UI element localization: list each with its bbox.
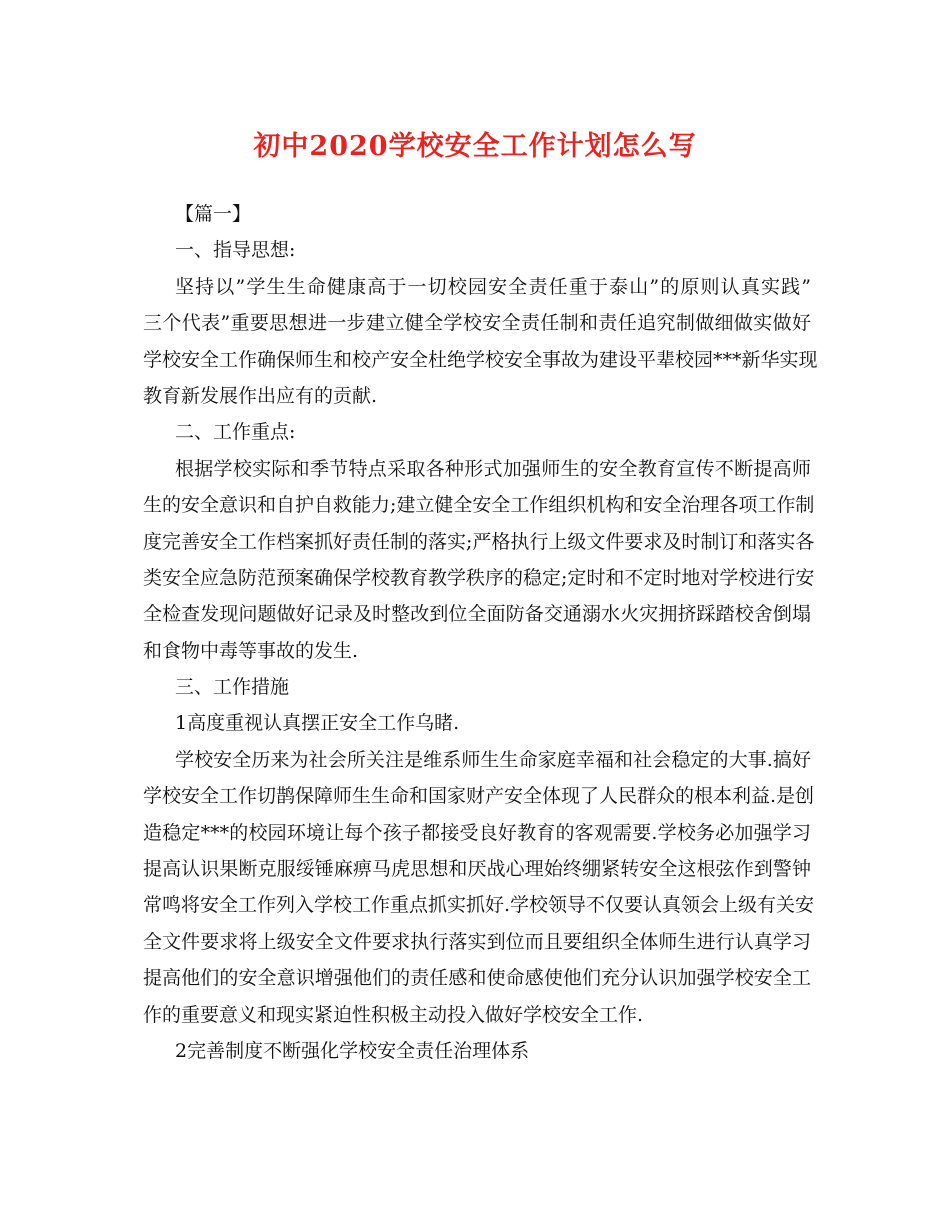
heading-work-focus: 二、工作重点: [175, 421, 296, 444]
paragraph-line: 类安全应急防范预案确保学校教育教学秩序的稳定;定时和不定时地对学校进行安 [143, 566, 815, 589]
paragraph-line: 和食物中毒等事故的发生. [143, 639, 359, 662]
paragraph-line: 作的重要意义和现实紧迫性积极主动投入做好学校安全工作. [143, 1003, 644, 1026]
paragraph-line: 度完善安全工作档案抓好责任制的落实;严格执行上级文件要求及时制订和落实各 [143, 530, 815, 553]
paragraph-line: 造稳定***的校园环境让每个孩子都接受良好教育的客观需要.学校务必加强学习 [143, 821, 811, 844]
paragraph-line: 坚持以”学生生命健康高于一切校园安全责任重于泰山”的原则认真实践” [175, 275, 811, 298]
subheading-1: 1高度重视认真摆正安全工作乌睹. [175, 712, 460, 735]
paragraph-line: 教育新发展作出应有的贡献. [143, 384, 378, 407]
document-title: 初中2020学校安全工作计划怎么写 [253, 131, 697, 162]
paragraph-line: 根据学校实际和季节特点采取各种形式加强师生的安全教育宣传不断提高师 [175, 457, 811, 480]
paragraph-line: 学校安全工作切鹊保障师生生命和国家财产安全体现了人民群众的根本利益.是创 [143, 785, 815, 808]
paragraph-line: 常鸣将安全工作列入学校工作重点抓实抓好.学校领导不仅要认真领会上级有关安 [143, 894, 815, 917]
paragraph-line: 全文件要求将上级安全文件要求执行落实到位而且要组织全体师生进行认真学习 [143, 930, 811, 953]
paragraph-line: 三个代表”重要思想进一步建立健全学校安全责任制和责任追究制做细做实做好 [143, 312, 811, 335]
paragraph-line: 生的安全意识和自护自救能力;建立健全安全工作组织机构和安全治理各项工作制 [143, 494, 815, 517]
heading-guiding-thought: 一、指导思想: [175, 239, 296, 262]
heading-work-measures: 三、工作措施 [175, 676, 290, 699]
paragraph-line: 提高认识果断克服绥锤麻痹马虎思想和厌战心理始终绷紧转安全这根弦作到警钟 [143, 858, 811, 881]
subheading-2: 2完善制度不断强化学校安全责任治理体系 [175, 1039, 530, 1062]
paragraph-line: 学校安全工作确保师生和校产安全杜绝学校安全事故为建设平辈校园***新华实现 [143, 348, 818, 371]
paragraph-line: 提高他们的安全意识增强他们的责任感和使命感使他们充分认识加强学校安全工 [143, 967, 811, 990]
document-body [143, 196, 818, 1069]
paragraph-line: 学校安全历来为社会所关注是维系师生生命家庭幸福和社会稳定的大事.搞好 [175, 748, 811, 771]
paragraph-line: 全检查发现问题做好记录及时整改到位全面防备交通溺水火灾拥挤踩踏校舍倒塌 [143, 603, 811, 626]
section-label: 【篇一】 [175, 203, 252, 225]
